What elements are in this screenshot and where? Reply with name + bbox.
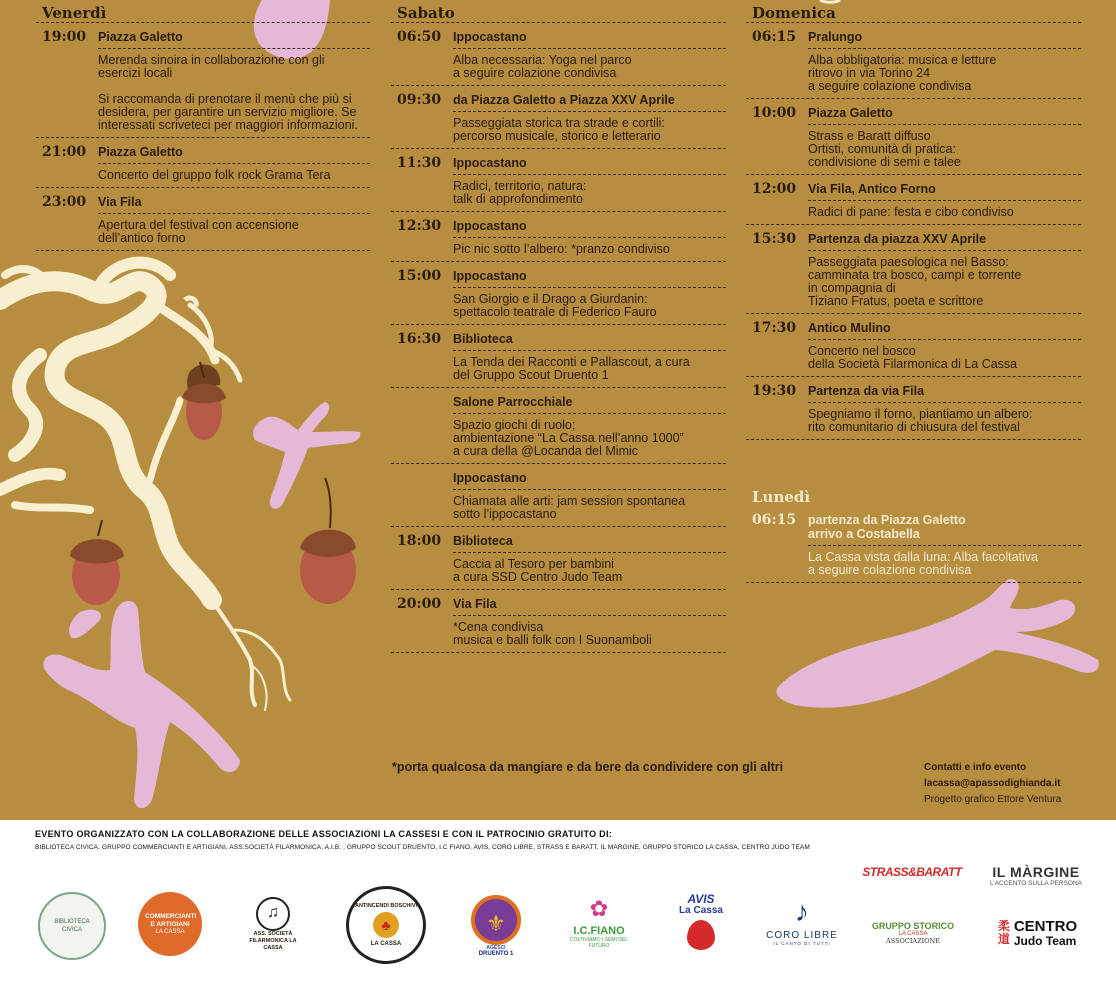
event-place: Biblioteca bbox=[453, 534, 513, 548]
event-description bbox=[453, 413, 726, 463]
logo-associazione-text: ASSOCIAZIONE bbox=[886, 937, 940, 945]
pink-figure-icon bbox=[253, 402, 360, 509]
description-line: Si raccomanda di prenotare il menù che più si desidera, per garantire un servizio migliore. Se interessati scriveteci per maggiori informazioni. bbox=[98, 92, 358, 132]
acorn-icon bbox=[182, 362, 226, 440]
description-line: dell’antico forno bbox=[98, 231, 186, 245]
description-line: a seguire colazione condivisa bbox=[808, 79, 972, 93]
schedule-event bbox=[36, 188, 370, 251]
description-line: Passeggiata storica tra strade e cortili: bbox=[453, 116, 665, 130]
logo-icfiano bbox=[560, 884, 638, 958]
description-line: Strass e Baratt diffuso bbox=[808, 129, 931, 143]
event-place: Partenza da via Fila bbox=[808, 384, 925, 398]
event-time: 09:30 bbox=[397, 92, 442, 108]
event-header bbox=[391, 149, 726, 174]
schedule-event bbox=[391, 262, 726, 325]
event-description bbox=[453, 552, 726, 589]
logo-gruppo-storico bbox=[868, 908, 958, 958]
event-time: 18:00 bbox=[397, 533, 442, 549]
event-header bbox=[391, 387, 726, 413]
event-header bbox=[746, 175, 1081, 200]
day-column-saturday bbox=[391, 0, 726, 653]
description-line: Chiamata alle arti: jam session spontanea bbox=[453, 494, 686, 508]
event-time: 10:00 bbox=[752, 105, 797, 121]
event-time: 06:15 bbox=[752, 29, 797, 45]
description-line: talk di approfondimento bbox=[453, 192, 583, 206]
event-description bbox=[808, 250, 1081, 313]
event-header bbox=[391, 527, 726, 552]
acorn-icon bbox=[70, 520, 124, 605]
event-time: 12:30 bbox=[397, 218, 442, 234]
event-header bbox=[391, 325, 726, 350]
description-line: Concerto nel bosco bbox=[808, 344, 916, 358]
event-header bbox=[746, 225, 1081, 250]
logo-icfiano-text: I.C.FIANO bbox=[573, 925, 625, 937]
logo-filarmonica bbox=[240, 892, 306, 956]
description-line: a cura della @Locanda del Mimic bbox=[453, 444, 639, 458]
event-place: Pralungo bbox=[808, 30, 863, 44]
event-time: 17:30 bbox=[752, 320, 797, 336]
description-line: *Cena condivisa bbox=[453, 620, 544, 634]
event-time: 11:30 bbox=[397, 155, 442, 171]
event-header bbox=[36, 138, 370, 163]
tree-fire-icon: ♣ bbox=[373, 912, 399, 938]
logo-filarmonica-text: ASS. SOCIETÀ FILARMONICA LA CASSA bbox=[249, 930, 297, 951]
description-line: percorso musicale, storico e letterario bbox=[453, 129, 661, 143]
blood-drop-icon bbox=[687, 920, 715, 950]
logo-aib-text: ANTINCENDI BOSCHIVI bbox=[354, 903, 418, 909]
description-line: Ortisti, comunità di pratica: bbox=[808, 142, 956, 156]
description-line: rito comunitario di chiusura del festival bbox=[808, 420, 1020, 434]
description-line: condivisione di semi e talee bbox=[808, 155, 961, 169]
day-column-friday bbox=[36, 0, 370, 251]
description-line: Caccia al Tesoro per bambini bbox=[453, 557, 614, 571]
logo-margine-text: IL MÀRGINE bbox=[992, 863, 1080, 880]
logo-margine bbox=[988, 860, 1084, 890]
logo-avis-text: AVIS bbox=[687, 891, 715, 906]
schedule-event bbox=[391, 212, 726, 262]
description-line: della Società Filarmonica di La Cassa bbox=[808, 357, 1018, 371]
logo-scout-top: AGESCI bbox=[486, 945, 506, 951]
fleur-de-lis-icon: ⚜ bbox=[471, 895, 521, 945]
logo-strass-text: STRASS&BARATT bbox=[862, 865, 962, 879]
description-line: ambientazione “La Cassa nell’anno 1000” bbox=[453, 431, 684, 445]
event-place: Biblioteca bbox=[453, 332, 513, 346]
event-header bbox=[746, 314, 1081, 339]
description-line: Alba necessaria: Yoga nel parco bbox=[453, 53, 632, 67]
description-line: a cura SSD Centro Judo Team bbox=[453, 570, 623, 584]
day-column-monday bbox=[746, 484, 1081, 583]
event-header bbox=[746, 23, 1081, 48]
description-line: spettacolo teatrale di Federico Fauro bbox=[453, 305, 657, 319]
pink-figure-icon bbox=[69, 610, 101, 639]
description-line: Pic nic sotto l’albero: *pranzo condiviso bbox=[453, 242, 670, 256]
logo-coro-sub: IL CANTO DI TUTTI bbox=[773, 941, 831, 946]
event-header bbox=[36, 23, 370, 48]
event-time: 15:00 bbox=[397, 268, 442, 284]
event-place-line: partenza da Piazza Galetto bbox=[808, 513, 966, 527]
schedule-event bbox=[391, 590, 726, 653]
event-place: Antico Mulino bbox=[808, 321, 891, 335]
pink-figure-icon bbox=[776, 579, 1098, 708]
logo-commercianti bbox=[138, 892, 202, 956]
description-line: Radici di pane: festa e cibo condiviso bbox=[808, 205, 1014, 219]
logo-judo-text: CENTRO bbox=[1013, 917, 1078, 935]
event-place: Piazza Galetto bbox=[808, 106, 893, 120]
day-title: Venerdì bbox=[36, 0, 370, 23]
description-line: a seguire colazione condivisa bbox=[808, 563, 972, 577]
schedule-event bbox=[391, 86, 726, 149]
event-description bbox=[808, 200, 1081, 224]
schedule-event bbox=[391, 23, 726, 86]
event-description bbox=[98, 213, 370, 250]
event-description bbox=[453, 350, 726, 387]
event-description bbox=[453, 174, 726, 211]
logo-gruppo-storico-sub: LA CASSA bbox=[898, 931, 928, 937]
event-description bbox=[453, 615, 726, 652]
event-description bbox=[98, 163, 370, 187]
event-place: Salone Parrocchiale bbox=[453, 395, 573, 409]
description-line: Alba obbligatoria: musica e letture bbox=[808, 53, 997, 67]
description-line: Merenda sinoira in collaborazione con gli esercizi locali bbox=[98, 53, 325, 80]
event-description bbox=[453, 237, 726, 261]
logo-judo bbox=[990, 916, 1084, 950]
event-description bbox=[808, 48, 1081, 98]
event-time: 23:00 bbox=[42, 194, 87, 210]
schedule-event bbox=[746, 99, 1081, 175]
schedule-event bbox=[36, 23, 370, 138]
day-title: Lunedì bbox=[752, 488, 811, 506]
event-place: Partenza da piazza XXV Aprile bbox=[808, 232, 987, 246]
event-header bbox=[391, 212, 726, 237]
description-line: del Gruppo Scout Druento 1 bbox=[453, 368, 609, 382]
description-line: camminata tra bosco, campi e torrente bbox=[808, 268, 1022, 282]
event-time: 19:00 bbox=[42, 29, 87, 45]
description-line: Tiziano Fratus, poeta e scrittore bbox=[808, 294, 984, 308]
organization-list: BIBLIOTECA CIVICA, GRUPPO COMMERCIANTI E ARTIGIANI, ASS.SOCIETÀ FILARMONICA, A.I.B. , GRUPPO SCOUT DRUENTO, I.C FIANO, AVIS, CORO LIBRE, STRASS E BARATT, IL MARGINE, GRUPPO STORICO LA CASSA, CENTRO JUDO TEAM bbox=[35, 844, 810, 851]
logo-scout bbox=[466, 890, 526, 962]
event-header bbox=[746, 99, 1081, 124]
event-place: Ippocastano bbox=[453, 269, 527, 283]
event-header bbox=[746, 377, 1081, 402]
event-place: Via Fila, Antico Forno bbox=[808, 182, 936, 196]
description-line: musica e balli folk con I Suonamboli bbox=[453, 633, 652, 647]
event-time: 19:30 bbox=[752, 383, 797, 399]
event-place: Ippocastano bbox=[453, 30, 527, 44]
event-description bbox=[808, 402, 1081, 439]
event-description bbox=[453, 489, 726, 526]
schedule-event bbox=[391, 325, 726, 527]
logo-aib-sub: LA CASSA bbox=[370, 941, 402, 947]
event-header bbox=[391, 23, 726, 48]
event-description bbox=[808, 545, 1081, 582]
logo-scout-text: DRUENTO 1 bbox=[478, 951, 514, 957]
event-header bbox=[391, 463, 726, 489]
description-line: La Tenda dei Racconti e Pallascout, a cura bbox=[453, 355, 690, 369]
note-icon: ♪ bbox=[795, 896, 809, 927]
event-time: 20:00 bbox=[397, 596, 442, 612]
logo-margine-sub: L’ACCENTO SULLA PERSONA bbox=[990, 879, 1082, 887]
event-place: Via Fila bbox=[98, 195, 142, 209]
root-shape bbox=[0, 263, 290, 710]
event-place: Ippocastano bbox=[453, 156, 527, 170]
logo-commercianti-text: COMMERCIANTI E ARTIGIANI bbox=[145, 913, 197, 928]
logo-coro-text: CORO LIBRE bbox=[766, 930, 838, 941]
event-header bbox=[391, 86, 726, 111]
event-header bbox=[746, 506, 1081, 545]
contacts-email[interactable]: lacassa@apassodighianda.it bbox=[924, 778, 1061, 789]
event-description bbox=[453, 48, 726, 85]
schedule-event bbox=[746, 175, 1081, 225]
event-place: da Piazza Galetto a Piazza XXV Aprile bbox=[453, 93, 675, 107]
acorn-icon bbox=[300, 478, 356, 604]
event-header bbox=[391, 590, 726, 615]
footnote: *porta qualcosa da mangiare e da bere da condividere con gli altri bbox=[392, 760, 784, 774]
event-place: Piazza Galetto bbox=[98, 30, 183, 44]
description-line: in compagnia di bbox=[808, 281, 896, 295]
event-time: 06:15 bbox=[752, 512, 797, 528]
schedule-event bbox=[746, 377, 1081, 440]
logo-judo-kanji: 柔道 bbox=[997, 919, 1010, 946]
logo-icfiano-sub: COLTIVIAMO I SEMI DEL FUTURO bbox=[570, 937, 628, 949]
event-description bbox=[808, 339, 1081, 376]
contacts-credit: Progetto grafico Ettore Ventura bbox=[924, 794, 1062, 805]
description-line: Spazio giochi di ruolo; bbox=[453, 418, 576, 432]
description-line: Passeggiata paesologica nel Basso: bbox=[808, 255, 1009, 269]
day-title: Domenica bbox=[746, 0, 1081, 23]
event-place: Ippocastano bbox=[453, 219, 527, 233]
description-line: ritrovo in via Torino 24 bbox=[808, 66, 931, 80]
description-line: San Giorgio e il Drago a Giurdanin: bbox=[453, 292, 648, 306]
logo-aib bbox=[346, 886, 426, 964]
description-line: Radici, territorio, natura: bbox=[453, 179, 587, 193]
schedule-event bbox=[391, 149, 726, 212]
contacts bbox=[924, 760, 1061, 808]
lyre-icon: ♫ bbox=[256, 897, 290, 931]
logo-gruppo-storico-text: GRUPPO STORICO bbox=[871, 921, 955, 931]
schedule-event bbox=[36, 138, 370, 188]
description-line: La Cassa vista dalla luna: Alba facoltativa bbox=[808, 550, 1038, 564]
event-header bbox=[391, 262, 726, 287]
event-place-line: arrivo a Costabella bbox=[808, 527, 920, 541]
schedule-event bbox=[746, 23, 1081, 99]
logo-avis bbox=[668, 888, 734, 954]
event-time: 15:30 bbox=[752, 231, 797, 247]
logo-commercianti-sub: LA CASSA bbox=[155, 929, 185, 935]
event-description bbox=[453, 287, 726, 324]
description-line: Apertura del festival con accensione bbox=[98, 218, 299, 232]
logo-judo-sub: Judo Team bbox=[1013, 933, 1077, 948]
event-description bbox=[808, 124, 1081, 174]
logo-avis-sub: La Cassa bbox=[679, 904, 723, 916]
description-line: Spegniamo il forno, piantiamo un albero: bbox=[808, 407, 1033, 421]
logo-strass bbox=[858, 862, 966, 882]
description-line: a seguire colazione condivisa bbox=[453, 66, 617, 80]
schedule-event bbox=[391, 527, 726, 590]
event-time: 21:00 bbox=[42, 144, 87, 160]
logo-biblioteca bbox=[38, 892, 106, 960]
event-time: 12:00 bbox=[752, 181, 797, 197]
event-description bbox=[453, 111, 726, 148]
event-header bbox=[36, 188, 370, 213]
flower-icon: ✿ bbox=[589, 896, 609, 921]
event-place: Ippocastano bbox=[453, 471, 527, 485]
event-place: Via Fila bbox=[453, 597, 497, 611]
organization-line: EVENTO ORGANIZZATO CON LA COLLABORAZIONE DELLE ASSOCIAZIONI LA CASSESI E CON IL PATROCINIO GRATUITO DI: bbox=[35, 829, 613, 839]
event-time: 16:30 bbox=[397, 331, 442, 347]
logo-coro bbox=[762, 884, 842, 956]
logo-biblioteca-text: BIBLIOTECA CIVICA bbox=[54, 919, 90, 933]
contacts-title: Contatti e info evento bbox=[924, 762, 1027, 773]
event-description bbox=[98, 48, 370, 137]
description-line: sotto l’ippocastano bbox=[453, 507, 557, 521]
schedule-event bbox=[746, 314, 1081, 377]
day-title: Sabato bbox=[391, 0, 726, 23]
schedule-event bbox=[746, 506, 1081, 583]
description-line: Concerto del gruppo folk rock Grama Tera bbox=[98, 168, 331, 182]
schedule-event bbox=[746, 225, 1081, 314]
day-column-sunday bbox=[746, 0, 1081, 440]
event-time: 06:50 bbox=[397, 29, 442, 45]
event-place: Piazza Galetto bbox=[98, 145, 183, 159]
event-place bbox=[806, 506, 1081, 545]
